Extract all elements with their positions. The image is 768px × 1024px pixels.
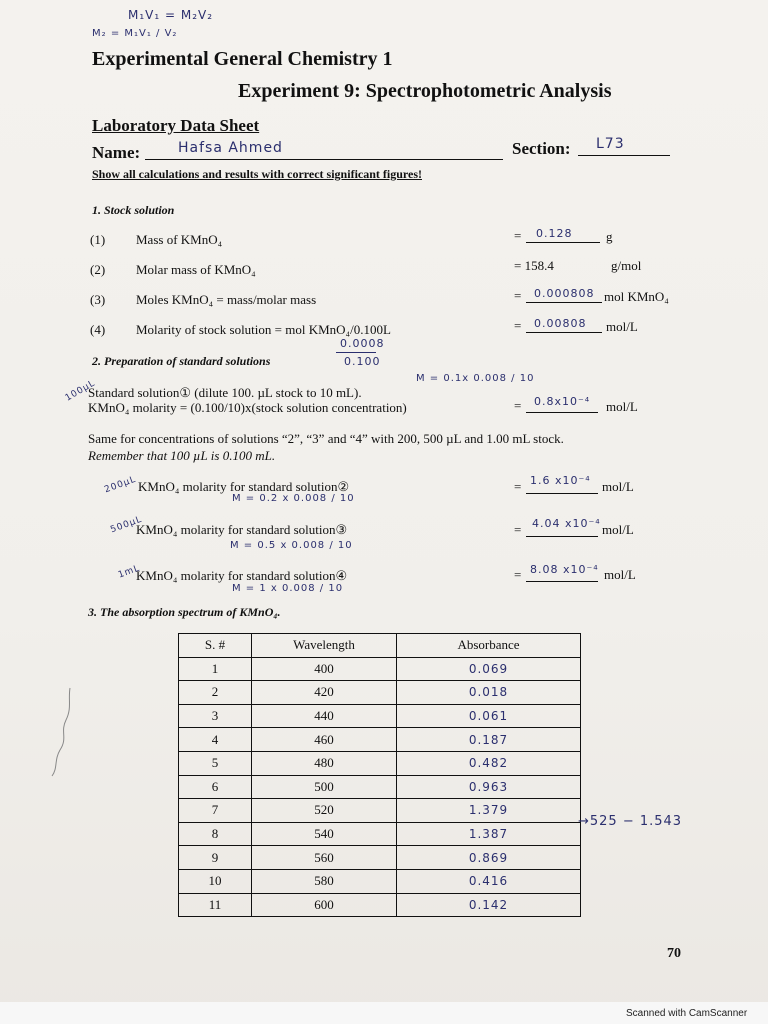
section-label: Section: [512,139,571,158]
standard-2-value: 1.6 x10⁻⁴ [530,474,591,487]
wavelength-cell: 480 [252,751,397,775]
stock-item-value: 0.128 [536,227,573,240]
absorbance-table [178,633,581,917]
table-row [179,681,581,705]
margin-scribble [24,680,84,780]
wavelength-cell: 500 [252,775,397,799]
standard-3-equals: = [514,522,522,537]
absorbance-cell: 0.963 [397,775,581,799]
wavelength-cell: 420 [252,681,397,705]
standard-4-unit: mol/L [604,567,636,582]
wavelength-cell: 400 [252,657,397,681]
stock-solution-heading: 1. Stock solution [92,203,175,217]
same-for-note: Same for concentrations of solutions “2”, “3” and “4” with 200, 500 µL and 1.00 mL stock. [88,431,564,446]
absorbance-cell: 0.018 [397,681,581,705]
table-row [179,799,581,823]
stock-item-number: (4) [90,322,106,337]
standard-1-value: 0.8x10⁻⁴ [534,395,591,408]
stock-item-equals: = [514,288,522,303]
stock-item-number: (1) [90,232,106,247]
standard-4-calc: M = 1 x 0.008 / 10 [232,583,344,594]
margin-formula-dilution: M₁V₁ = M₂V₂ [128,8,214,22]
table-row [179,846,581,870]
stock-item-unit: mol KMnO₄ [604,289,669,304]
standard-1-description: Standard solution① (dilute 100. µL stock to 10 mL). [88,385,362,400]
margin-volume-note: 100µL [63,378,98,404]
wavelength-cell: 540 [252,822,397,846]
wavelength-cell: 440 [252,704,397,728]
stock-item-value: = 158.4 [514,258,554,273]
standard-3-calc: M = 0.5 x 0.008 / 10 [230,540,353,551]
absorbance-cell: 0.142 [397,893,581,917]
sample-number: 7 [179,799,252,823]
standard-1-calc: M = 0.1x 0.008 / 10 [416,373,535,384]
wavelength-cell: 580 [252,869,397,893]
table-row [179,869,581,893]
absorbance-cell: 0.416 [397,869,581,893]
table-row [179,751,581,775]
work-fraction-bar [336,352,376,353]
standards-heading: 2. Preparation of standard solutions [92,354,271,368]
instruction-text: Show all calculations and results with correct significant figures! [92,167,422,181]
scanner-watermark: Scanned with CamScanner [626,1008,748,1019]
wavelength-cell: 560 [252,846,397,870]
stock-item-value: 0.000808 [534,287,595,300]
sample-number: 3 [179,704,252,728]
stock-item-label: Molar mass of KMnO₄ [136,262,256,277]
stock-item-number: (3) [90,292,106,307]
standard-2-equals: = [514,479,522,494]
column-header: Wavelength [252,634,397,658]
stock-item-number: (2) [90,262,106,277]
wavelength-cell: 460 [252,728,397,752]
absorbance-cell: 1.387 [397,822,581,846]
standard-1-equals: = [514,398,522,413]
work-denominator: 0.100 [344,355,381,368]
page-number: 70 [667,946,681,961]
sample-number: 6 [179,775,252,799]
standard-2-calc: M = 0.2 x 0.008 / 10 [232,493,355,504]
section-value: L73 [596,136,625,152]
data-sheet-heading: Laboratory Data Sheet [92,116,260,135]
stock-item-label: Moles KMnO₄ = mass/molar mass [136,292,317,307]
sample-number: 11 [179,893,252,917]
absorbance-cell: 0.187 [397,728,581,752]
standard-3-label: KMnO₄ molarity for standard solution③ [136,522,348,537]
stock-item-label: Mass of KMnO₄ [136,232,223,247]
name-label: Name: [92,143,141,162]
sample-number: 2 [179,681,252,705]
section-field-line [578,155,670,156]
document-title: Experimental General Chemistry 1 [92,48,393,70]
wavelength-cell: 520 [252,799,397,823]
peak-side-note: →525 − 1.543 [578,814,683,829]
absorbance-cell: 0.482 [397,751,581,775]
standard-3-value: 4.04 x10⁻⁴ [532,517,601,530]
stock-item-unit: g [606,229,613,244]
experiment-title: Experiment 9: Spectrophotometric Analysis [238,80,612,102]
stock-item-unit: g/mol [611,258,642,273]
stock-item-label: Molarity of stock solution = mol KMnO₄/0.100L [136,322,391,337]
stock-item-unit: mol/L [606,319,638,334]
sample-number: 10 [179,869,252,893]
standard-4-value: 8.08 x10⁻⁴ [530,563,599,576]
remember-note: Remember that 100 µL is 0.100 mL. [88,448,276,463]
margin-volume-note: 200µL [103,474,138,496]
sample-number: 8 [179,822,252,846]
table-row [179,893,581,917]
table-row [179,704,581,728]
wavelength-cell: 600 [252,893,397,917]
table-header-row [179,634,581,658]
table-row [179,775,581,799]
name-field-line [145,159,503,160]
standard-4-label: KMnO₄ molarity for standard solution④ [136,568,348,583]
name-value: Hafsa Ahmed [178,140,283,156]
standard-2-label: KMnO₄ molarity for standard solution② [138,479,350,494]
table-row [179,657,581,681]
table-row [179,728,581,752]
stock-item-equals: = [514,228,522,243]
margin-formula-solved: M₂ = M₁V₁ / V₂ [92,28,178,39]
absorbance-cell: 1.379 [397,799,581,823]
margin-volume-note: 1mL [116,563,142,581]
absorbance-cell: 0.869 [397,846,581,870]
standard-4-equals: = [514,567,522,582]
margin-volume-note: 500µL [109,514,144,536]
spectrum-heading: 3. The absorption spectrum of KMnO₄. [88,605,281,619]
standard-1-formula: KMnO₄ molarity = (0.100/10)x(stock solution concentration) [88,400,407,415]
table-row [179,822,581,846]
stock-item-equals: = [514,318,522,333]
sample-number: 1 [179,657,252,681]
standard-3-unit: mol/L [602,522,634,537]
sample-number: 4 [179,728,252,752]
absorbance-cell: 0.069 [397,657,581,681]
sample-number: 9 [179,846,252,870]
stock-item-value: 0.00808 [534,317,587,330]
absorbance-cell: 0.061 [397,704,581,728]
standard-1-unit: mol/L [606,399,638,414]
work-numerator: 0.0008 [340,337,385,350]
column-header: Absorbance [397,634,581,658]
standard-2-unit: mol/L [602,479,634,494]
sample-number: 5 [179,751,252,775]
column-header: S. # [179,634,252,658]
